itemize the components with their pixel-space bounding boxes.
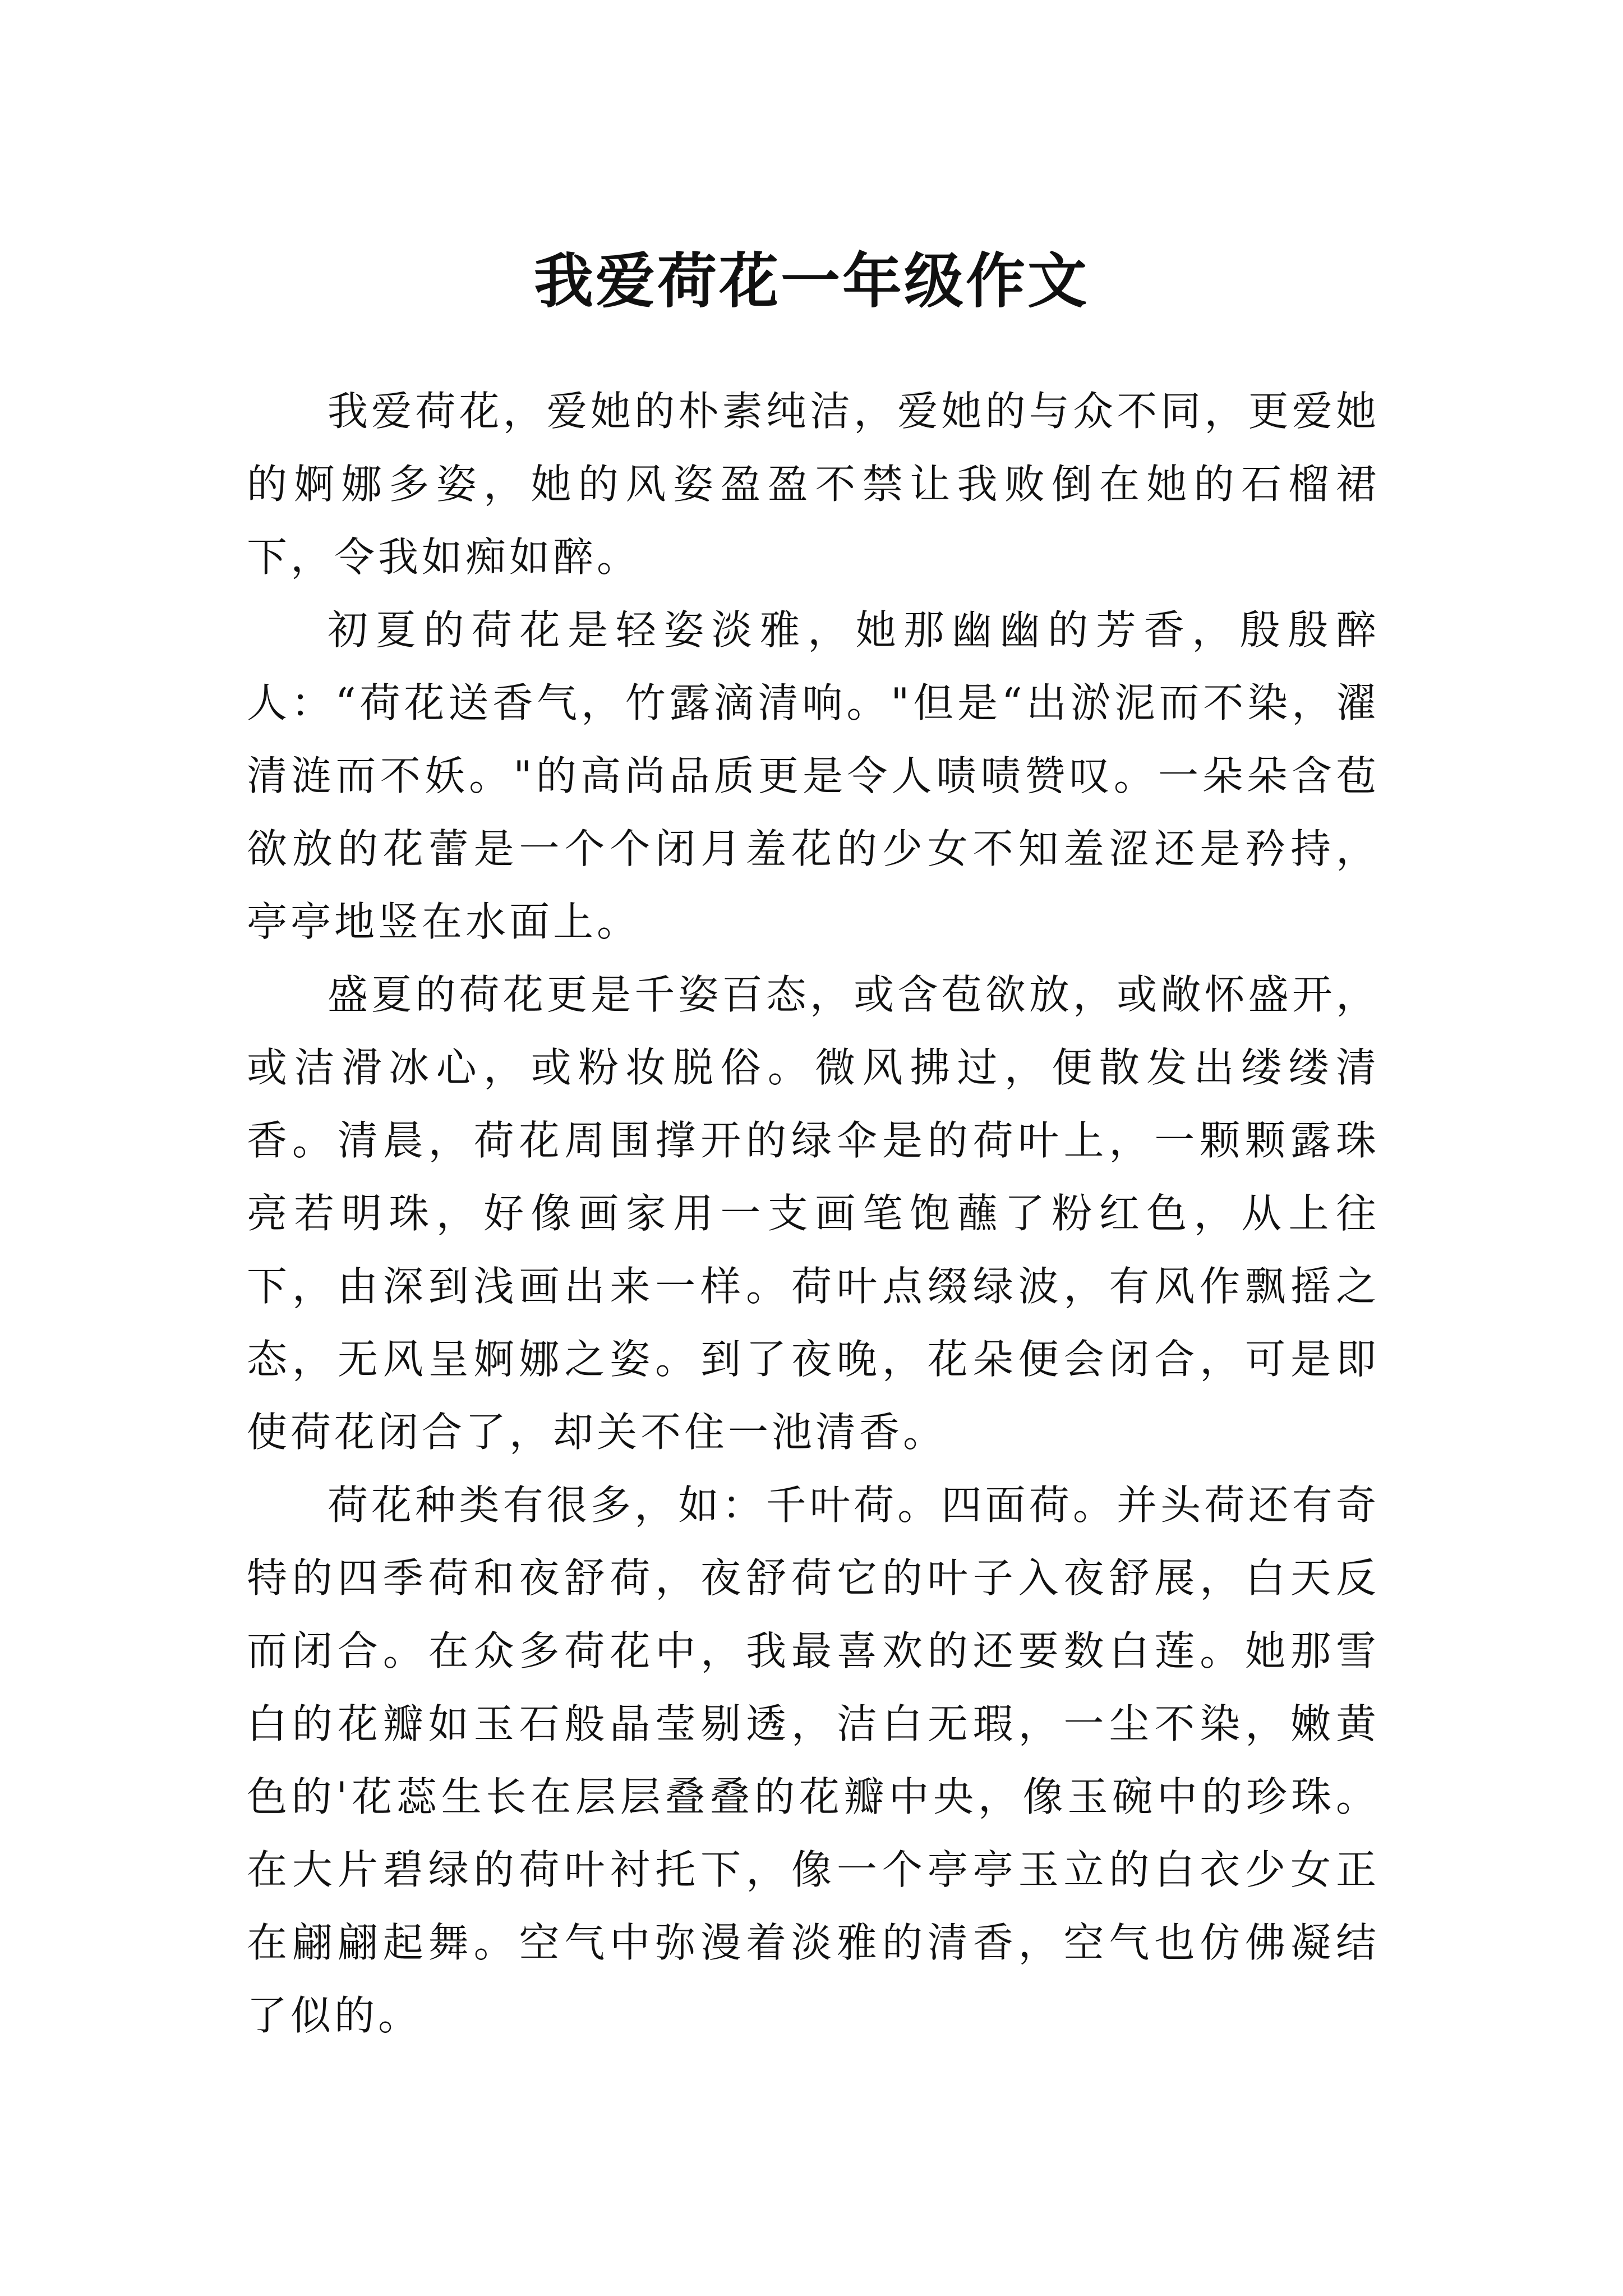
paragraph-2: 初夏的荷花是轻姿淡雅，她那幽幽的芳香，殷殷醉人：“荷花送香气，竹露滴清响。"但是“出淤泥而不染，濯清涟而不妖。"的高尚品质更是令人啧啧赞叹。一朵朵含苞欲放的花蕾是一个个闭月羞花的少女不知羞涩还是矜持，亭亭地竖在水面上。 xyxy=(247,606,1380,945)
paragraph-3: 盛夏的荷花更是千姿百态，或含苞欲放，或敞怀盛开，或洁滑冰心，或粉妆脱俗。微风拂过，便散发出缕缕清香。清晨，荷花周围撑开的绿伞是的荷叶上，一颗颗露珠亮若明珠，好像画家用一支画笔饱蘸了粉红色，从上往下，由深到浅画出来一样。荷叶点缀绿波，有风作飘摇之态，无风呈婀娜之姿。到了夜晚，花朵便会闭合，可是即使荷花闭合了，却关不住一池清香。 xyxy=(247,971,1380,1456)
paragraph-4: 荷花种类有很多，如：千叶荷。四面荷。并头荷还有奇特的四季荷和夜舒荷，夜舒荷它的叶子入夜舒展，白天反而闭合。在众多荷花中，我最喜欢的还要数白莲。她那雪白的花瓣如玉石般晶莹剔透，洁白无瑕，一尘不染，嫩黄色的'花蕊生长在层层叠叠的花瓣中央，像玉碗中的珍珠。在大片碧绿的荷叶衬托下，像一个亭亭玉立的白衣少女正在翩翩起舞。空气中弥漫着淡雅的清香，空气也仿佛凝结了似的。 xyxy=(247,1481,1380,2039)
document-title: 我爱荷花一年级作文 xyxy=(534,246,1089,316)
essay-body xyxy=(247,375,1380,2052)
paragraph-1: 我爱荷花，爱她的朴素纯洁，爱她的与众不同，更爱她的婀娜多姿，她的风姿盈盈不禁让我败倒在她的石榴裙下，令我如痴如醉。 xyxy=(247,388,1380,581)
